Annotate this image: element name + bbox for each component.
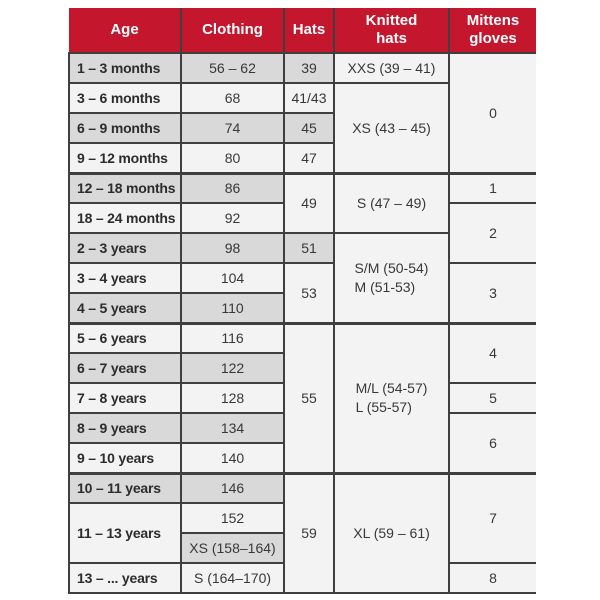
- mittens-cell: 4: [449, 323, 536, 383]
- clothing-cell: 128: [181, 383, 284, 413]
- mittens-cell: 7: [449, 473, 536, 563]
- clothing-cell: 80: [181, 143, 284, 173]
- hats-cell: 47: [284, 143, 334, 173]
- mittens-cell: 6: [449, 413, 536, 473]
- table-row: [69, 173, 536, 203]
- clothing-cell: 122: [181, 353, 284, 383]
- age-cell: 11 – 13 years: [69, 503, 181, 563]
- age-cell: 9 – 12 months: [69, 143, 181, 173]
- clothing-cell: 146: [181, 473, 284, 503]
- age-cell: 6 – 9 months: [69, 113, 181, 143]
- mittens-cell: 3: [449, 263, 536, 323]
- clothing-cell: 116: [181, 323, 284, 353]
- table-row: [69, 323, 536, 353]
- knitted-size-line: L (55-57): [355, 399, 412, 415]
- knitted-size-line: M/L (54-57): [355, 380, 428, 397]
- age-cell: 3 – 6 months: [69, 83, 181, 113]
- age-cell: 1 – 3 months: [69, 53, 181, 83]
- column-header-clothing: Clothing: [181, 8, 284, 53]
- knitted-hats-cell: S (47 – 49): [334, 173, 449, 233]
- age-cell: 8 – 9 years: [69, 413, 181, 443]
- size-chart-table: [68, 8, 536, 594]
- mittens-cell: 5: [449, 383, 536, 413]
- column-header-mittens-gloves: Mittens gloves: [449, 8, 536, 53]
- knitted-hats-cell: XS (43 – 45): [334, 83, 449, 173]
- knitted-hats-cell: XL (59 – 61): [334, 473, 449, 593]
- knitted-hats-cell: XXS (39 – 41): [334, 53, 449, 83]
- hats-cell: 59: [284, 473, 334, 593]
- hats-cell: 39: [284, 53, 334, 83]
- column-header-knitted-hats: Knitted hats: [334, 8, 449, 53]
- age-cell: 9 – 10 years: [69, 443, 181, 473]
- clothing-cell: 104: [181, 263, 284, 293]
- clothing-cell: 86: [181, 173, 284, 203]
- hats-cell: 41/43: [284, 83, 334, 113]
- clothing-cell: 140: [181, 443, 284, 473]
- clothing-cell: S (164–170): [181, 563, 284, 593]
- age-cell: 5 – 6 years: [69, 323, 181, 353]
- age-cell: 18 – 24 months: [69, 203, 181, 233]
- clothing-cell: 92: [181, 203, 284, 233]
- clothing-cell: 152: [181, 503, 284, 533]
- table-row: [69, 473, 536, 503]
- hats-cell: 55: [284, 323, 334, 473]
- hats-cell: 49: [284, 173, 334, 233]
- knitted-hats-cell: [334, 323, 449, 473]
- mittens-cell: 8: [449, 563, 536, 593]
- table-row: [69, 263, 536, 293]
- column-header-hats: Hats: [284, 8, 334, 53]
- age-cell: 4 – 5 years: [69, 293, 181, 323]
- age-cell: 6 – 7 years: [69, 353, 181, 383]
- clothing-cell: 56 – 62: [181, 53, 284, 83]
- mittens-cell: 1: [449, 173, 536, 203]
- mittens-cell: 0: [449, 53, 536, 173]
- age-cell: 13 – ... years: [69, 563, 181, 593]
- age-cell: 2 – 3 years: [69, 233, 181, 263]
- hats-cell: 51: [284, 233, 334, 263]
- clothing-cell: XS (158–164): [181, 533, 284, 563]
- age-cell: 10 – 11 years: [69, 473, 181, 503]
- clothing-cell: 74: [181, 113, 284, 143]
- age-cell: 12 – 18 months: [69, 173, 181, 203]
- hats-cell: 45: [284, 113, 334, 143]
- clothing-cell: 134: [181, 413, 284, 443]
- table-row: [69, 53, 536, 83]
- knitted-hats-cell: [334, 233, 449, 323]
- knitted-size-line: M (51-53): [354, 278, 416, 295]
- clothing-cell: 68: [181, 83, 284, 113]
- age-cell: 7 – 8 years: [69, 383, 181, 413]
- header-row: [69, 8, 536, 53]
- clothing-cell: 98: [181, 233, 284, 263]
- clothing-cell: 110: [181, 293, 284, 323]
- knitted-size-line: S/M (50-54): [354, 259, 429, 276]
- age-cell: 3 – 4 years: [69, 263, 181, 293]
- hats-cell: 53: [284, 263, 334, 323]
- column-header-age: Age: [69, 8, 181, 53]
- mittens-cell: 2: [449, 203, 536, 263]
